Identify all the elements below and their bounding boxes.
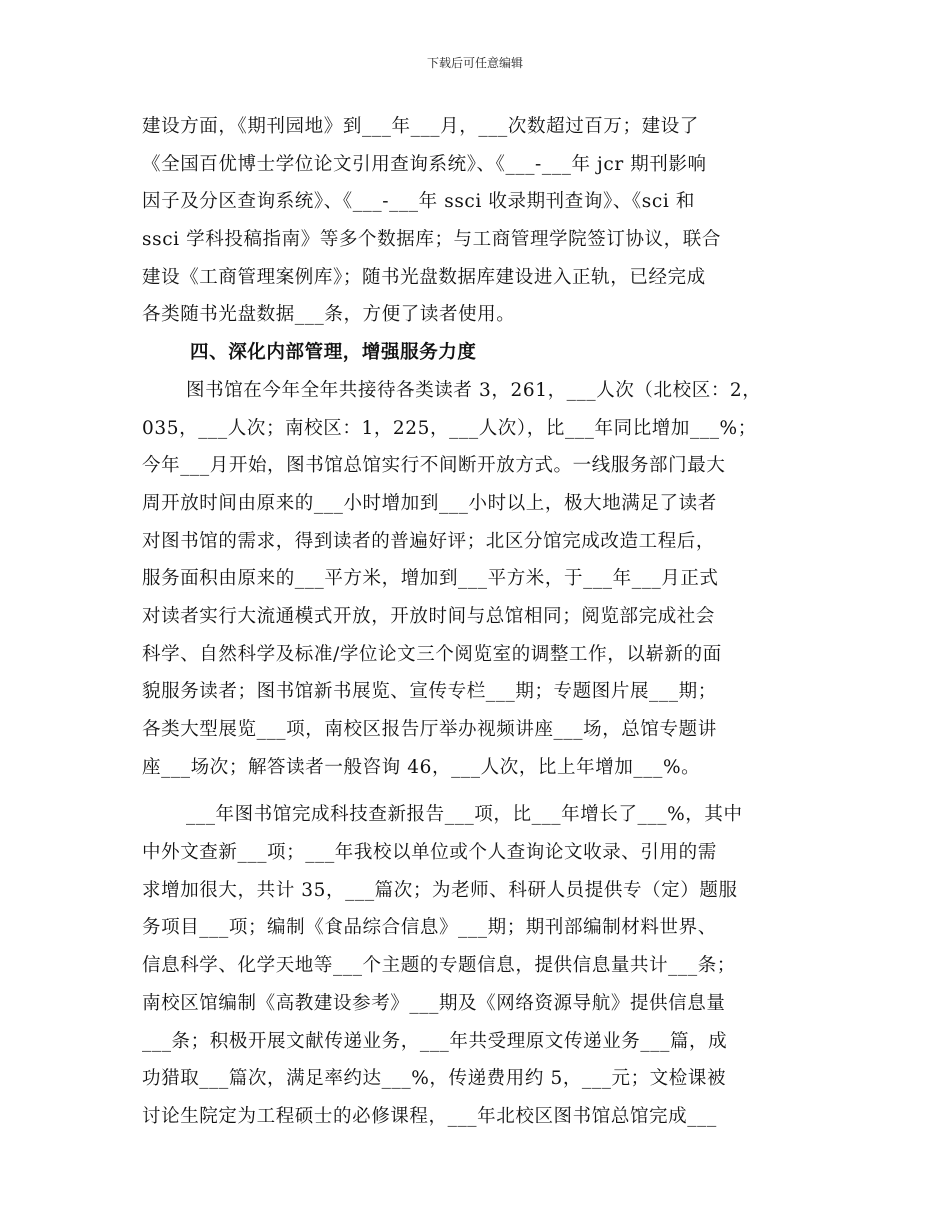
text-line: 035，___人次；南校区：1，225，___人次），比___年同比增加___%； bbox=[142, 417, 757, 439]
text-line: 讨论生院定为工程硕士的必修课程，___年北校区图书馆总馆完成___ bbox=[142, 1105, 717, 1127]
text-line: 功猎取___篇次，满足率约达___%，传递费用约 5，___元；文检课被 bbox=[142, 1068, 727, 1090]
text-line: 建设方面，《期刊园地》到___年___月，___次数超过百万；建设了 bbox=[142, 116, 699, 137]
text-line: 各类大型展览___项，南校区报告厅举办视频讲座___场，总馆专题讲 bbox=[142, 719, 717, 740]
text-line: 《全国百优博士学位论文引用查询系统》、《___-___年 jcr 期刊影响 bbox=[142, 153, 707, 175]
text-line: ___年图书馆完成科技查新报告___项，比___年增长了___%，其中 bbox=[186, 804, 743, 826]
text-line: 建设《工商管理案例库》；随书光盘数据库建设进入正轨，已经完成 bbox=[142, 266, 706, 288]
text-line: 中外文查新___项；___年我校以单位或个人查询论文收录、引用的需 bbox=[142, 842, 717, 864]
text-line: 务项目___项；编制《食品综合信息》___期；期刊部编制材料世界、 bbox=[142, 917, 717, 939]
text-line: 貌服务读者；图书馆新书展览、宣传专栏___期；专题图片展___期； bbox=[142, 681, 717, 703]
text-line: 对读者实行大流通模式开放，开放时间与总馆相同；阅览部完成社会 bbox=[142, 605, 716, 627]
text-line: 对图书馆的需求，得到读者的普遍好评；北区分馆完成改造工程后， bbox=[142, 530, 716, 552]
text-line: 求增加很大，共计 35，___篇次；为老师、科研人员提供专（定）题服 bbox=[142, 879, 738, 901]
paragraph-service bbox=[142, 372, 818, 787]
text-line: 服务面积由原来的___平方米，增加到___平方米，于___年___月正式 bbox=[142, 568, 719, 590]
text-line: 南校区馆编制《高教建设参考》___期及《网络资源导航》提供信息量 bbox=[142, 992, 726, 1014]
paragraph-construction bbox=[142, 108, 818, 334]
text-line: ssci 学科投稿指南》等多个数据库；与工商管理学院签订协议，联合 bbox=[142, 229, 721, 251]
text-line: 各类随书光盘数据___条，方便了读者使用。 bbox=[142, 304, 516, 326]
document-body bbox=[142, 108, 818, 1136]
text-line: 今年___月开始，图书馆总馆实行不间断开放方式。一线服务部门最大 bbox=[142, 455, 726, 477]
page-header: 下载后可任意编辑 bbox=[426, 56, 523, 70]
paragraph-research bbox=[142, 796, 818, 1135]
text-line: 因子及分区查询系统》、《___-___年 ssci 收录期刊查询》、《sci 和 bbox=[142, 191, 695, 213]
text-line: 信息科学、化学天地等___个主题的专题信息，提供信息量共计___条； bbox=[142, 955, 736, 977]
section-heading: 四、深化内部管理，增强服务力度 bbox=[190, 342, 477, 364]
text-line: 图书馆在今年全年共接待各类读者 3，261，___人次（北校区：2， bbox=[186, 379, 762, 401]
text-line: ___条；积极开展文献传递业务，___年共受理原文传递业务___篇，成 bbox=[142, 1030, 728, 1052]
text-line: 座___场次；解答读者一般咨询 46，___人次，比上年增加___%。 bbox=[142, 756, 701, 778]
text-line: 科学、自然科学及标准/学位论文三个阅览室的调整工作，以崭新的面 bbox=[142, 643, 722, 665]
text-line: 周开放时间由原来的___小时增加到___小时以上，极大地满足了读者 bbox=[142, 492, 717, 514]
